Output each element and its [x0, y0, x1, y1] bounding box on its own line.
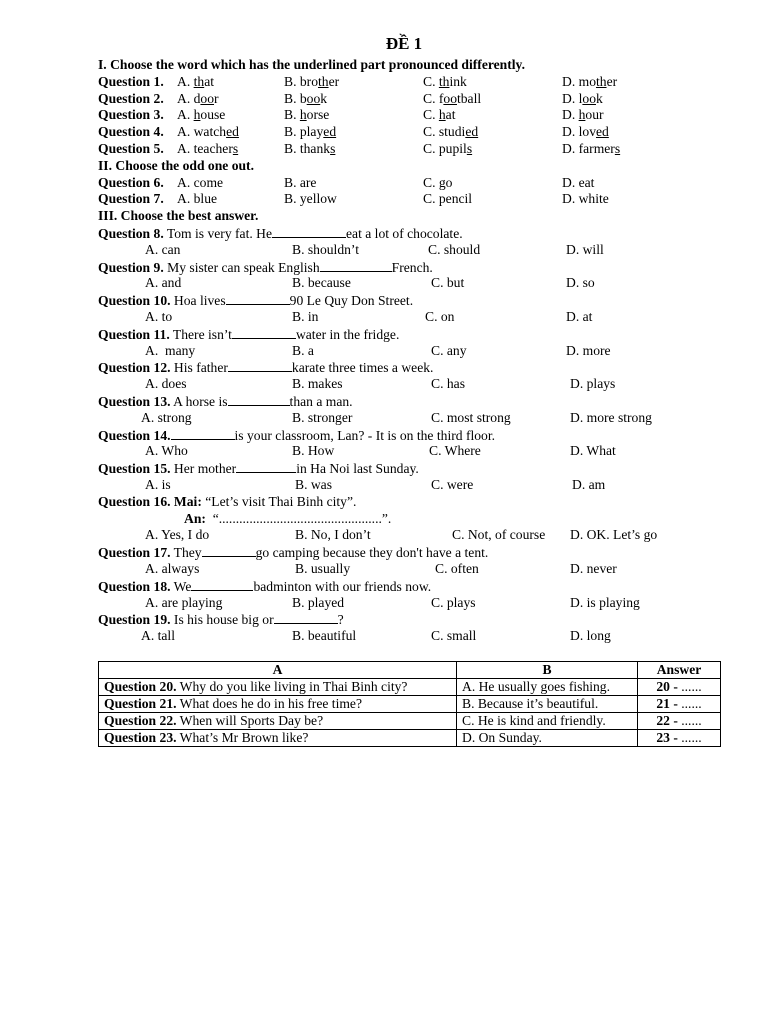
text-run: go camping because they don't have a tent.	[255, 545, 489, 561]
text-run: We	[170, 578, 192, 594]
answer-option: D. OK. Let’s go	[570, 527, 658, 543]
answer-option	[177, 191, 217, 208]
underlined-part: ed	[595, 124, 609, 140]
answer-option	[177, 124, 239, 141]
text-run: C. pencil	[423, 191, 473, 207]
answer-option: C. Where	[429, 443, 481, 459]
answer-blank	[202, 544, 256, 557]
question-stem	[98, 326, 738, 343]
answer-option	[423, 91, 481, 108]
answer-option: D. more strong	[570, 409, 652, 425]
question-label: Question 20.	[104, 679, 177, 694]
question-label: Question 18.	[98, 578, 171, 594]
text-run: D.	[562, 107, 579, 123]
section-heading: III. Choose the best answer.	[98, 208, 259, 224]
answer-option: A. strong	[141, 409, 192, 425]
answer-option: A. always	[145, 560, 200, 576]
answer-option: A. Who	[145, 443, 188, 459]
answer-blank	[191, 578, 253, 591]
text-run: than a man.	[289, 393, 353, 409]
answer-option: D. never	[570, 560, 617, 576]
text-run: Tom is very fat. He	[163, 225, 272, 241]
text-run: D. eat	[562, 174, 595, 190]
question-label: Question 11.	[98, 326, 170, 342]
question-stem-reply	[98, 511, 738, 528]
question-stem	[98, 393, 738, 410]
text-run: A. teacher	[177, 140, 233, 156]
question-label: Question 10.	[98, 293, 171, 309]
answer-option: D. long	[570, 628, 611, 644]
answer-option: C. but	[431, 275, 465, 291]
underlined-part: s	[232, 140, 239, 156]
answer-option	[423, 124, 478, 141]
text-run: D. lov	[562, 124, 596, 140]
question-stem	[98, 292, 738, 309]
options-row	[98, 595, 738, 612]
underlined-part: th	[317, 73, 329, 89]
column-header-b: B	[457, 662, 638, 679]
matching-header-row	[99, 662, 721, 679]
section-heading: II. Choose the odd one out.	[98, 157, 254, 173]
answer-option	[177, 91, 219, 108]
options-row	[98, 410, 738, 427]
answer-option: B. How	[292, 443, 335, 459]
answer-cell	[638, 696, 721, 713]
text-run: ?	[337, 612, 344, 628]
text-run: eat a lot of chocolate.	[346, 225, 463, 241]
matching-row	[99, 679, 721, 696]
text-run: A. watch	[177, 124, 227, 140]
answer-blank	[171, 427, 235, 440]
answer-option	[284, 91, 327, 108]
answer-option: D. What	[570, 443, 616, 459]
text-run: B. are	[284, 174, 317, 190]
text-run: C. pupil	[423, 140, 467, 156]
answer-option: A. is	[145, 476, 171, 492]
answer-option: C. has	[431, 376, 465, 392]
text-run: A.	[177, 107, 194, 123]
answer-option: B. because	[292, 275, 351, 291]
answer-cell	[638, 713, 721, 730]
answer-option	[423, 107, 455, 124]
answer-option	[562, 107, 604, 124]
options-row	[98, 343, 738, 360]
answer-option: B. shouldn’t	[292, 241, 359, 257]
column-header-a: A	[99, 662, 457, 679]
answer-option	[423, 74, 467, 91]
text-run: My sister can speak English	[163, 259, 320, 275]
text-run: B. play	[284, 124, 324, 140]
question-label: Question 22.	[104, 713, 177, 728]
options-row	[98, 242, 738, 259]
answer-option: C. plays	[431, 594, 476, 610]
answer-option: B. in	[292, 308, 319, 324]
text-run: k	[595, 90, 603, 106]
text-run: C.	[423, 107, 439, 123]
answer-option	[423, 175, 452, 192]
answer-option: C. Not, of course	[452, 527, 546, 543]
answer-option: B. makes	[292, 376, 343, 392]
question-label: Question 9.	[98, 259, 164, 275]
text-run: C. f	[423, 90, 444, 106]
underlined-part: oo	[443, 90, 457, 106]
answer-option: D. at	[566, 308, 593, 324]
question-label: Question 1.	[98, 73, 164, 89]
text-run: in Ha Noi last Sunday.	[296, 461, 419, 477]
question-text: Why do you like living in Thai Binh city?	[176, 679, 408, 694]
underlined-part: th	[595, 73, 607, 89]
answer-dots: ......	[677, 713, 702, 728]
text-run: “................................................”.	[205, 510, 392, 526]
answer-option: D. more	[566, 342, 611, 358]
column-b-cell: C. He is kind and friendly.	[457, 713, 638, 730]
text-run: “Let’s visit Thai Binh city”.	[201, 493, 357, 509]
answer-option: A. and	[145, 275, 182, 291]
underlined-part: ed	[323, 124, 337, 140]
answer-option: A. to	[145, 308, 173, 324]
question-row	[98, 191, 738, 208]
question-label: Question 12.	[98, 360, 171, 376]
column-a-cell	[99, 696, 457, 713]
question-label: Question 8.	[98, 225, 164, 241]
answer-blank	[232, 326, 296, 339]
text-run: B. bro	[284, 73, 318, 89]
column-b-cell: D. On Sunday.	[457, 730, 638, 747]
matching-row	[99, 730, 721, 747]
matching-row	[99, 696, 721, 713]
question-label: Question 7.	[98, 191, 164, 207]
answer-option: B. No, I don’t	[295, 527, 371, 543]
underlined-part: th	[438, 73, 450, 89]
question-stem	[98, 259, 738, 276]
answer-dots: ......	[677, 730, 702, 745]
answer-cell	[638, 730, 721, 747]
answer-option: A. can	[145, 241, 181, 257]
question-stem	[98, 544, 738, 561]
section-heading: I. Choose the word which has the underlined part pronounced differently.	[98, 57, 525, 72]
options-row	[98, 561, 738, 578]
question-row	[98, 74, 738, 91]
text-run: His father	[170, 360, 228, 376]
underlined-part: oo	[200, 90, 215, 106]
underlined-part: h	[438, 107, 446, 123]
question-label: Question 4.	[98, 124, 164, 140]
answer-option: C. on	[425, 308, 455, 324]
column-a-cell	[99, 730, 457, 747]
column-a-cell	[99, 713, 457, 730]
text-run: at	[445, 107, 456, 123]
question-stem	[98, 359, 738, 376]
question-label: Question 23.	[104, 730, 177, 745]
text-run: er	[606, 73, 618, 89]
text-run: our	[585, 107, 604, 123]
text-run: A. come	[177, 174, 224, 190]
underlined-part: s	[466, 140, 473, 156]
column-b-cell: B. Because it’s beautiful.	[457, 696, 638, 713]
question-text: What does he do in his free time?	[176, 696, 362, 711]
question-row	[98, 175, 738, 192]
text-run: B. b	[284, 90, 307, 106]
question-label: Question 19.	[98, 612, 171, 628]
text-run: D. white	[562, 191, 609, 207]
text-run: k	[320, 90, 328, 106]
answer-option: D. plays	[570, 376, 616, 392]
question-label: Question 14.	[98, 427, 171, 443]
underlined-part: ed	[226, 124, 239, 140]
text-run: C. studi	[423, 124, 466, 140]
question-text: What’s Mr Brown like?	[176, 730, 309, 745]
underlined-part: oo	[306, 90, 321, 106]
underlined-part: th	[193, 73, 205, 89]
answer-option	[284, 191, 337, 208]
text-run: Is his house big or	[170, 612, 274, 628]
question-row	[98, 141, 738, 158]
answer-option: A. are playing	[145, 594, 223, 610]
answer-option	[562, 141, 620, 158]
options-row	[98, 527, 738, 544]
text-run: ink	[449, 73, 467, 89]
question-stem	[98, 427, 738, 444]
answer-number: 23 -	[656, 730, 678, 745]
text-run: They	[170, 545, 202, 561]
text-run: water in the fridge.	[295, 326, 400, 342]
column-a-cell	[99, 679, 457, 696]
answer-option: B. beautiful	[292, 628, 357, 644]
matching-row	[99, 713, 721, 730]
answer-blank	[236, 460, 296, 473]
question-row	[98, 91, 738, 108]
answer-option	[562, 91, 603, 108]
answer-option: B. stronger	[292, 409, 353, 425]
answer-option: C. small	[431, 628, 477, 644]
answer-blank	[228, 393, 290, 406]
answer-blank	[272, 225, 346, 238]
answer-blank	[228, 359, 292, 372]
text-run: B.	[284, 107, 300, 123]
question-label: Question 17.	[98, 545, 171, 561]
reply-text	[184, 511, 391, 528]
answer-dots: ......	[677, 696, 702, 711]
answer-option	[562, 175, 594, 192]
text-run: D. l	[562, 90, 583, 106]
question-label: Question 5.	[98, 140, 164, 156]
answer-option: A. tall	[141, 628, 175, 644]
question-label: Question 16.	[98, 493, 171, 509]
text-run: 90 Le Quy Don Street.	[289, 293, 414, 309]
text-run: r	[214, 90, 219, 106]
question-label: Question 15.	[98, 461, 171, 477]
text-run: at	[204, 73, 215, 89]
column-header-answer: Answer	[638, 662, 721, 679]
text-run: A. blue	[177, 191, 218, 207]
answer-option: D. will	[566, 241, 604, 257]
answer-dots: ......	[677, 679, 702, 694]
answer-option	[177, 141, 238, 158]
options-row	[98, 275, 738, 292]
text-run: er	[328, 73, 340, 89]
answer-option: B. played	[292, 594, 345, 610]
answer-option: B. a	[292, 342, 314, 358]
answer-option: B. usually	[295, 560, 351, 576]
underlined-part: h	[193, 107, 201, 123]
question-label: Question 13.	[98, 393, 171, 409]
question-row	[98, 124, 738, 141]
underlined-part: s	[614, 140, 621, 156]
answer-cell	[638, 679, 721, 696]
text-run: tball	[456, 90, 482, 106]
answer-option: D. am	[572, 476, 606, 492]
answer-option: A. does	[145, 376, 187, 392]
answer-number: 22 -	[656, 713, 678, 728]
question-stem	[98, 225, 738, 242]
answer-option	[562, 191, 609, 208]
answer-number: 20 -	[656, 679, 678, 694]
answer-option	[284, 74, 339, 91]
answer-option	[423, 191, 472, 208]
text-run: A horse is	[170, 393, 228, 409]
answer-option: B. was	[295, 476, 333, 492]
speaker-name: An:	[184, 510, 206, 526]
text-run: D. farmer	[562, 140, 615, 156]
underlined-part: h	[578, 107, 586, 123]
answer-option: C. often	[435, 560, 479, 576]
question-stem	[98, 460, 738, 477]
question-label: Question 21.	[104, 696, 177, 711]
underlined-part: s	[330, 140, 336, 156]
answer-option: C. were	[431, 476, 474, 492]
question-label: Question 3.	[98, 107, 164, 123]
question-text: When will Sports Day be?	[176, 713, 324, 728]
answer-option: D. so	[566, 275, 595, 291]
column-b-cell: A. He usually goes fishing.	[457, 679, 638, 696]
answer-option	[562, 124, 609, 141]
answer-option: C. should	[428, 241, 481, 257]
speaker-name: Mai:	[173, 493, 202, 509]
question-list	[98, 57, 738, 645]
question-stem	[98, 494, 738, 511]
text-run: karate three times a week.	[291, 360, 434, 376]
text-run: C.	[423, 73, 439, 89]
text-run: C. go	[423, 174, 453, 190]
text-run: badminton with our friends now.	[253, 578, 432, 594]
answer-option: D. is playing	[570, 594, 640, 610]
page-title: ĐỀ 1	[385, 34, 423, 53]
answer-option: C. any	[431, 342, 467, 358]
text-run: B. yellow	[284, 191, 337, 207]
text-run: orse	[306, 107, 330, 123]
answer-option: A. Yes, I do	[145, 527, 210, 543]
answer-option	[284, 107, 329, 124]
text-run: A.	[177, 73, 194, 89]
answer-option	[177, 107, 225, 124]
options-row	[98, 376, 738, 393]
underlined-part: oo	[582, 90, 596, 106]
answer-option	[423, 141, 472, 158]
underlined-part: h	[299, 107, 307, 123]
text-run: D. mo	[562, 73, 596, 89]
answer-option	[284, 124, 336, 141]
answer-blank	[226, 292, 290, 305]
question-label: Question 6.	[98, 174, 164, 190]
text-run: Hoa lives	[170, 293, 226, 309]
answer-blank	[274, 611, 338, 624]
text-run: is your classroom, Lan? - It is on the third floor.	[234, 427, 496, 443]
text-run: Her mother	[170, 461, 237, 477]
matching-table	[98, 661, 721, 747]
answer-option	[284, 175, 316, 192]
answer-option	[177, 74, 214, 91]
question-stem	[98, 578, 738, 595]
options-row	[98, 443, 738, 460]
answer-option: A. many	[145, 342, 196, 358]
answer-option	[177, 175, 223, 192]
options-row	[98, 477, 738, 494]
answer-option	[562, 74, 617, 91]
answer-number: 21 -	[656, 696, 678, 711]
answer-option	[284, 141, 335, 158]
text-run: B. thank	[284, 140, 331, 156]
question-label: Question 2.	[98, 90, 164, 106]
text-run: A. d	[177, 90, 201, 106]
options-row	[98, 628, 738, 645]
question-row	[98, 107, 738, 124]
answer-blank	[320, 259, 392, 272]
underlined-part: ed	[465, 124, 479, 140]
question-stem	[98, 611, 738, 628]
answer-option: C. most strong	[431, 409, 511, 425]
text-run: There isn’t	[169, 326, 232, 342]
options-row	[98, 309, 738, 326]
text-run: ouse	[200, 107, 226, 123]
text-run: French.	[391, 259, 433, 275]
